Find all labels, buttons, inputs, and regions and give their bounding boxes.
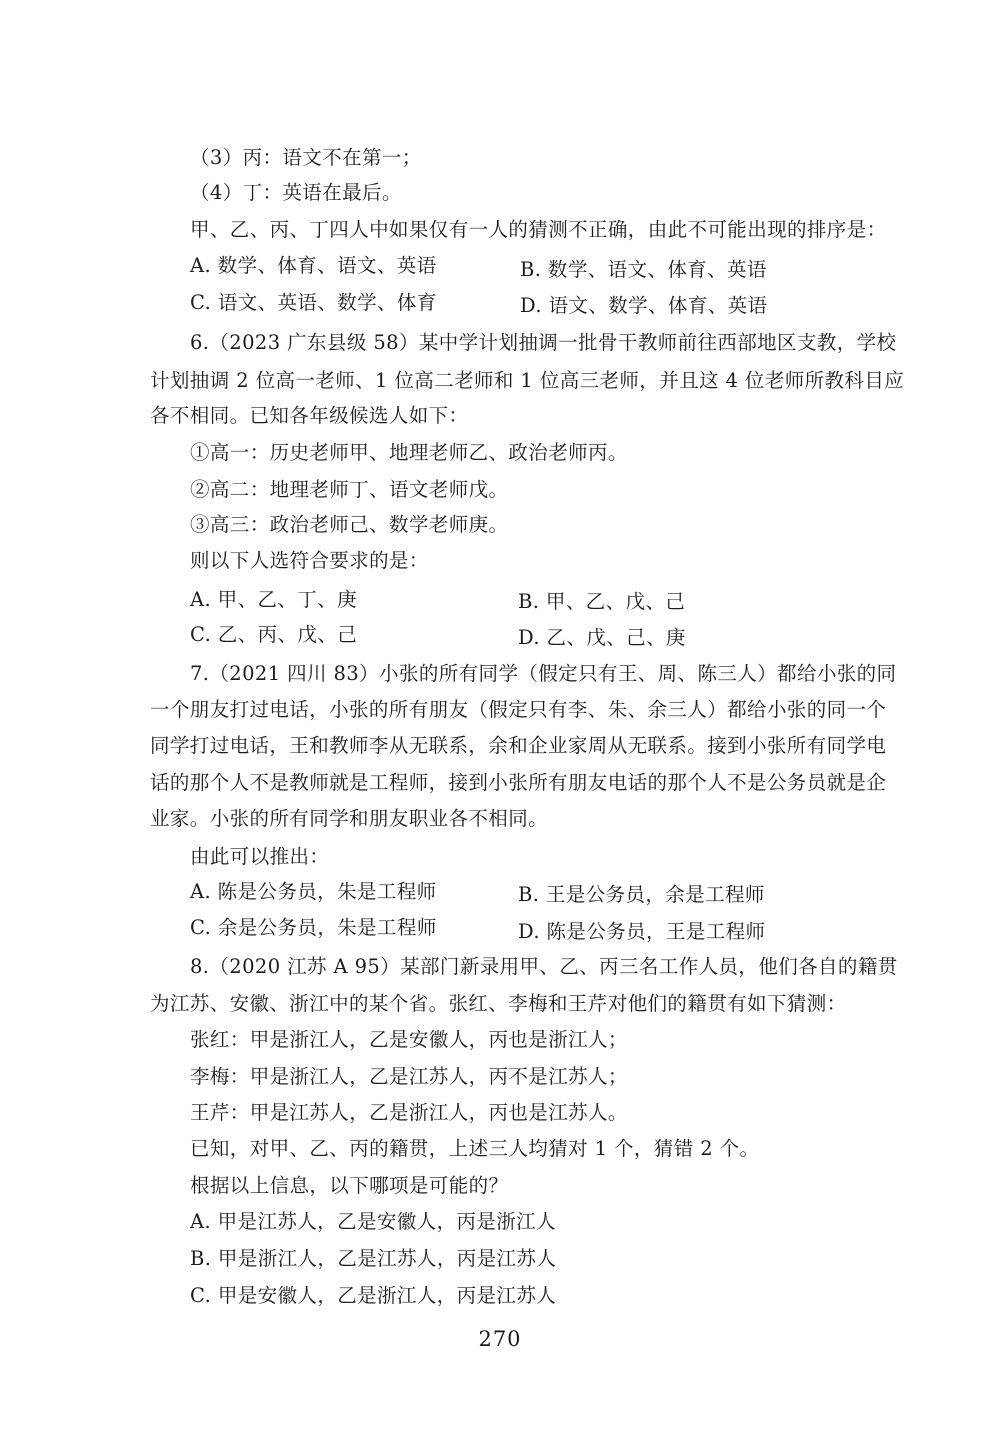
- text-line: 已知，对甲、乙、丙的籍贯，上述三人均猜对 1 个，猜错 2 个。: [190, 1137, 760, 1160]
- text-line: ③高三：政治老师己、数学老师庚。: [190, 513, 509, 536]
- option-a: A. 陈是公务员，朱是工程师: [190, 880, 437, 903]
- text-line: ②高二：地理老师丁、语文老师戊。: [190, 478, 509, 501]
- text-line: 张红：甲是浙江人，乙是安徽人，丙也是浙江人；: [190, 1028, 628, 1051]
- option-a: A. 甲是江苏人，乙是安徽人，丙是浙江人: [190, 1210, 556, 1233]
- option-c: C. 余是公务员，朱是工程师: [190, 916, 437, 939]
- option-d: D. 陈是公务员，王是工程师: [518, 920, 766, 943]
- text-line: 业家。小张的所有同学和朋友职业各不相同。: [150, 807, 549, 830]
- text-line: 同学打过电话，王和教师李从无联系，余和企业家周从无联系。接到小张所有同学电: [150, 734, 887, 757]
- text-line: 则以下人选符合要求的是：: [190, 549, 429, 572]
- text-line: （4）丁：英语在最后。: [190, 181, 402, 204]
- option-d: D. 语文、数学、体育、英语: [520, 294, 768, 317]
- text-line: 根据以上信息，以下哪项是可能的？: [190, 1174, 509, 1197]
- text-line: ①高一：历史老师甲、地理老师乙、政治老师丙。: [190, 441, 628, 464]
- option-b: B. 甲是浙江人，乙是江苏人，丙是江苏人: [190, 1247, 557, 1270]
- text-line: 一个朋友打过电话，小张的所有朋友（假定只有李、朱、余三人）都给小张的同一个: [150, 698, 887, 721]
- option-a: A. 甲、乙、丁、庚: [190, 588, 357, 611]
- option-a: A. 数学、体育、语文、英语: [190, 254, 437, 277]
- option-d: D. 乙、戊、己、庚: [518, 626, 686, 649]
- text-line: 由此可以推出：: [190, 845, 330, 868]
- text-line: 为江苏、安徽、浙江中的某个省。张红、李梅和王芹对他们的籍贯有如下猜测：: [150, 992, 847, 1015]
- option-c: C. 乙、丙、戊、己: [190, 623, 358, 646]
- option-c: C. 甲是安徽人，乙是浙江人，丙是江苏人: [190, 1284, 557, 1307]
- text-line: 话的那个人不是教师就是工程师，接到小张所有朋友电话的那个人不是公务员就是企: [150, 771, 887, 794]
- option-b: B. 王是公务员，余是工程师: [518, 883, 765, 906]
- text-line: （3）丙：语文不在第一；: [190, 146, 422, 169]
- question-7: 7.（2021 四川 83）小张的所有同学（假定只有王、周、陈三人）都给小张的同: [190, 662, 897, 685]
- question-8: 8.（2020 江苏 A 95）某部门新录用甲、乙、丙三名工作人员，他们各自的籍贯: [190, 955, 898, 978]
- option-c: C. 语文、英语、数学、体育: [190, 291, 437, 314]
- text-line: 王芹：甲是江苏人，乙是浙江人，丙也是江苏人。: [190, 1101, 628, 1124]
- page-number: 270: [478, 1327, 522, 1351]
- text-line: 李梅：甲是浙江人，乙是江苏人，丙不是江苏人；: [190, 1065, 628, 1088]
- text-line: 计划抽调 2 位高一老师、1 位高二老师和 1 位高三老师，并且这 4 位老师所教科目应: [150, 369, 905, 392]
- option-b: B. 甲、乙、戊、己: [518, 590, 686, 613]
- question-6: 6.（2023 广东县级 58）某中学计划抽调一批骨干教师前往西部地区支教，学校: [190, 331, 897, 354]
- option-b: B. 数学、语文、体育、英语: [520, 258, 767, 281]
- text-line: 甲、乙、丙、丁四人中如果仅有一人的猜测不正确，由此不可能出现的排序是：: [190, 218, 887, 241]
- text-line: 各不相同。已知各年级候选人如下：: [150, 404, 469, 427]
